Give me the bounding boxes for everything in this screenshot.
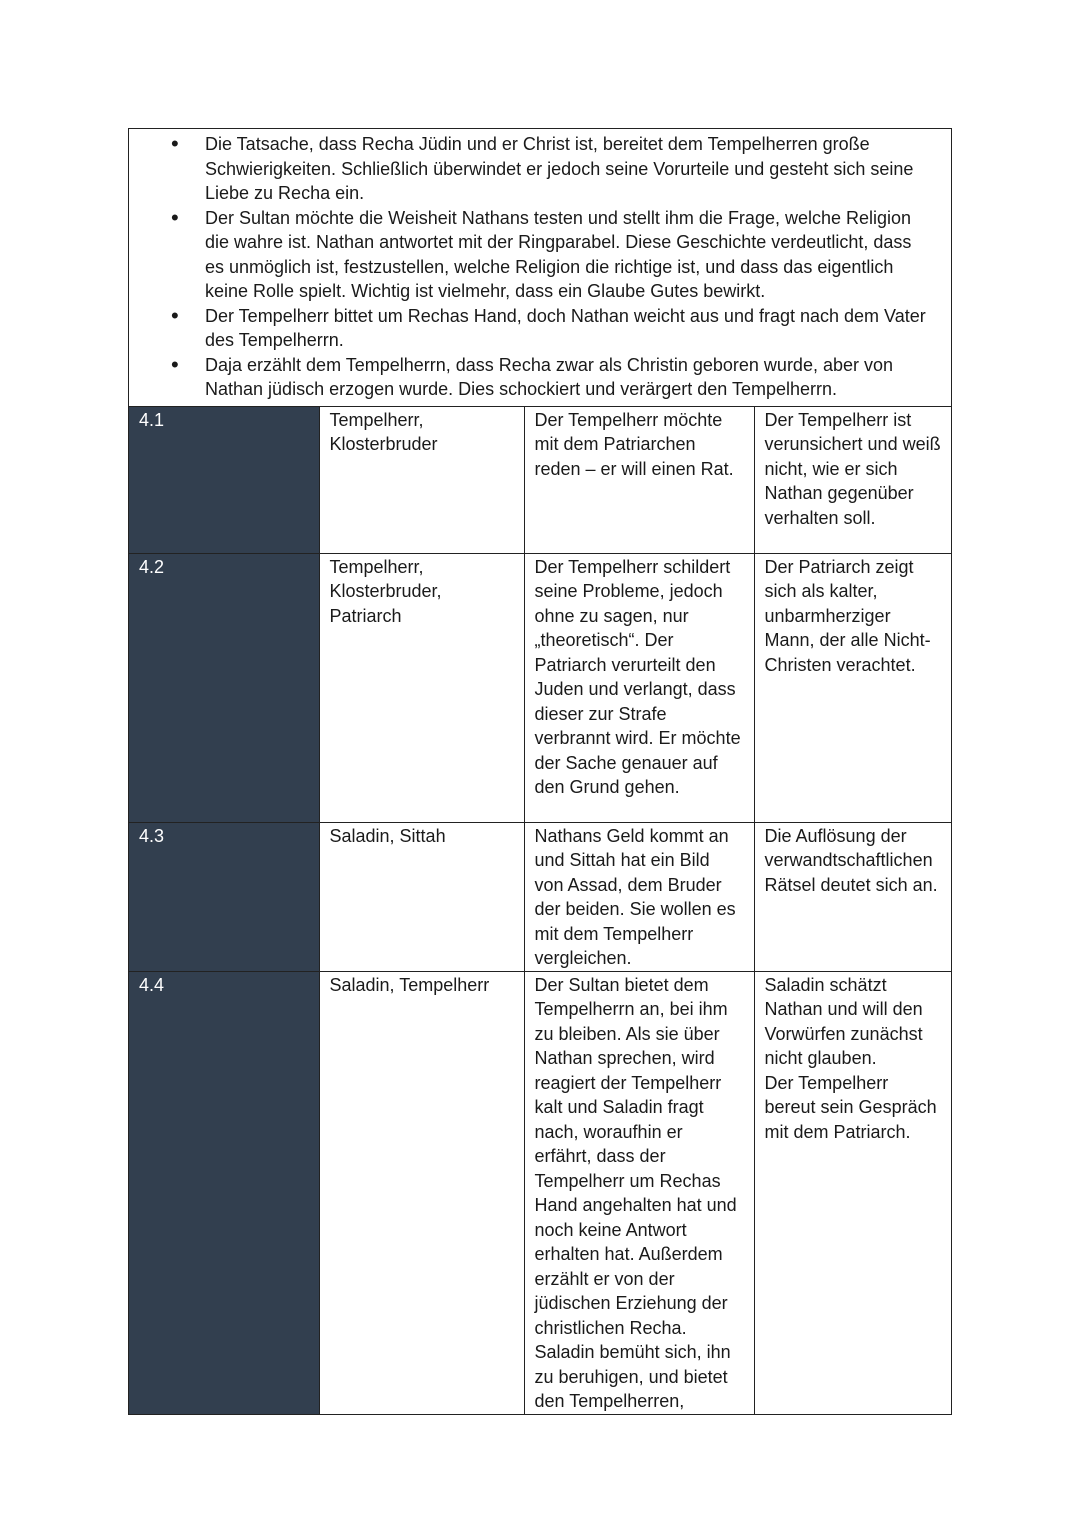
- bullet-item: • Daja erzählt dem Tempelherrn, dass Recha zwar als Christin geboren wurde, aber von Nathan jüdisch erzogen wurde. Dies schockiert und verärgert den Tempelherrn.: [129, 353, 935, 402]
- summary-table: [128, 128, 952, 1415]
- scene-number: 4.3: [129, 822, 319, 971]
- scene-note: Der Tempelherr ist verunsichert und weiß nicht, wie er sich Nathan gegenüber verhalten soll.: [754, 406, 951, 553]
- scene-characters: Saladin, Sittah: [319, 822, 524, 971]
- scene-plot: Nathans Geld kommt an und Sittah hat ein Bild von Assad, dem Bruder der beiden. Sie wollen es mit dem Tempelherr vergleichen.: [524, 822, 754, 971]
- table-row: [129, 406, 951, 553]
- scene-note: Saladin schätzt Nathan und will den Vorwürfen zunächst nicht glauben. Der Tempelherr bereut sein Gespräch mit dem Patriarch.: [754, 971, 951, 1414]
- scene-plot: Der Sultan bietet dem Tempelherrn an, bei ihm zu bleiben. Als sie über Nathan sprechen, wird reagiert der Tempelherr kalt und Saladin fragt nach, woraufhin er erfährt, dass der Tempelherr um Rechas Hand angehalten hat und noch keine Antwort erhalten hat. Außerdem erzählt er von der jüdischen Erziehung der christlichen Recha. Saladin bemüht sich, ihn zu beruhigen, und bietet den Tempelherren,: [524, 971, 754, 1414]
- scene-note: Die Auflösung der verwandtschaftlichen Rätsel deutet sich an.: [754, 822, 951, 971]
- table-row: [129, 971, 951, 1414]
- scene-plot: Der Tempelherr schildert seine Probleme, jedoch ohne zu sagen, nur „theoretisch“. Der Patriarch verurteilt den Juden und verlangt, dass dieser zur Strafe verbrannt wird. Er möchte der Sache genauer auf den Grund gehen.: [524, 553, 754, 822]
- bullet-list: [129, 132, 935, 402]
- table-row: [129, 553, 951, 822]
- bullet-item: • Der Tempelherr bittet um Rechas Hand, doch Nathan weicht aus und fragt nach dem Vater des Tempelherrn.: [129, 304, 935, 353]
- scene-note: Der Patriarch zeigt sich als kalter, unbarmherziger Mann, der alle Nicht-Christen verachtet.: [754, 553, 951, 822]
- scene-table: [129, 406, 951, 1414]
- scene-number: 4.4: [129, 971, 319, 1414]
- scene-number: 4.1: [129, 406, 319, 553]
- scene-characters: Tempelherr, Klosterbruder: [319, 406, 524, 553]
- table-row: [129, 822, 951, 971]
- scene-characters: Saladin, Tempelherr: [319, 971, 524, 1414]
- bullet-item: • Der Sultan möchte die Weisheit Nathans testen und stellt ihm die Frage, welche Religion die wahre ist. Nathan antwortet mit der Ringparabel. Diese Geschichte verdeutlicht, dass es unmöglich ist, festzustellen, welche Religion die richtige ist, und dass das eigentlich keine Rolle spielt. Wichtig ist vielmehr, dass ein Glaube Gutes bewirkt.: [129, 206, 935, 304]
- bullet-section: [129, 129, 951, 406]
- scene-plot: Der Tempelherr möchte mit dem Patriarchen reden – er will einen Rat.: [524, 406, 754, 553]
- scene-characters: Tempelherr, Klosterbruder, Patriarch: [319, 553, 524, 822]
- bullet-item: • Die Tatsache, dass Recha Jüdin und er Christ ist, bereitet dem Tempelherren große Schwierigkeiten. Schließlich überwindet er jedoch seine Vorurteile und gesteht sich seine Liebe zu Recha ein.: [129, 132, 935, 206]
- scene-number: 4.2: [129, 553, 319, 822]
